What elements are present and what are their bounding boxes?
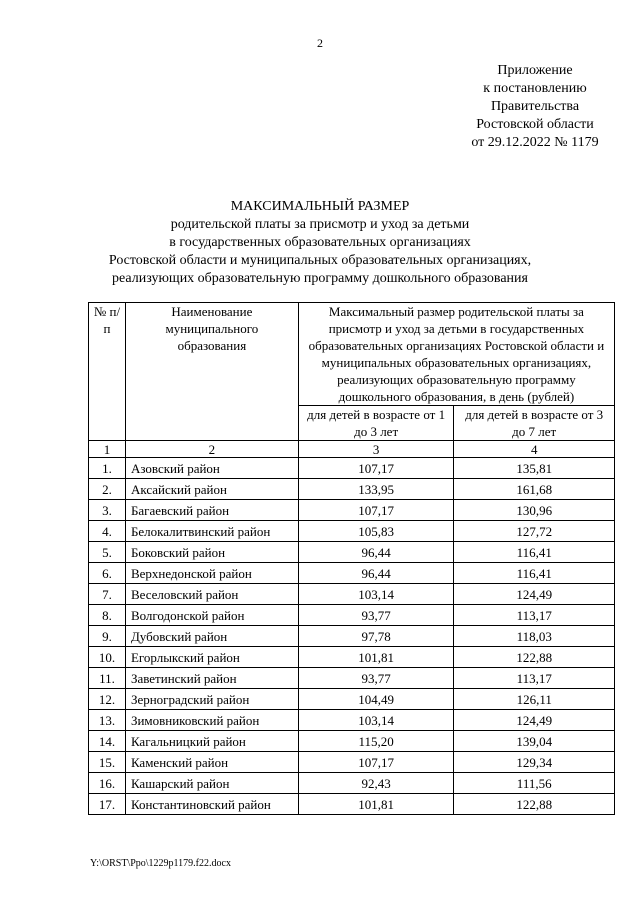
- table-row: [89, 626, 615, 647]
- row-fee-1-3: 115,20: [298, 731, 454, 752]
- row-fee-3-7: 124,49: [454, 710, 615, 731]
- row-fee-1-3: 92,43: [298, 773, 454, 794]
- row-district: Зерноградский район: [125, 689, 298, 710]
- appendix-block: [440, 62, 630, 152]
- page-number: 2: [317, 36, 323, 50]
- table-numbering-row: [89, 441, 615, 458]
- row-fee-1-3: 101,81: [298, 647, 454, 668]
- row-fee-1-3: 107,17: [298, 500, 454, 521]
- file-path-footer: Y:\ORST\Ppo\1229p1179.f22.docx: [90, 858, 231, 869]
- table-header-row: [89, 303, 615, 406]
- appendix-line: Приложение: [497, 63, 573, 78]
- row-number: 16.: [89, 773, 126, 794]
- row-district: Каменский район: [125, 752, 298, 773]
- row-fee-1-3: 104,49: [298, 689, 454, 710]
- row-fee-1-3: 96,44: [298, 563, 454, 584]
- numbering-cell: 1: [89, 441, 126, 458]
- row-fee-3-7: 122,88: [454, 647, 615, 668]
- row-number: 13.: [89, 710, 126, 731]
- row-fee-1-3: 103,14: [298, 584, 454, 605]
- appendix-line: к постановлению: [483, 81, 587, 96]
- header-name: Наименование муниципального образования: [125, 303, 298, 441]
- table-row: [89, 584, 615, 605]
- numbering-cell: 4: [454, 441, 615, 458]
- row-district: Егорлыкский район: [125, 647, 298, 668]
- document-title: [0, 198, 640, 288]
- row-district: Аксайский район: [125, 479, 298, 500]
- appendix-line: Правительства: [490, 99, 580, 114]
- row-district: Белокалитвинский район: [125, 521, 298, 542]
- row-fee-1-3: 96,44: [298, 542, 454, 563]
- row-number: 14.: [89, 731, 126, 752]
- numbering-cell: 3: [298, 441, 454, 458]
- row-fee-3-7: 130,96: [454, 500, 615, 521]
- row-fee-3-7: 129,34: [454, 752, 615, 773]
- row-fee-3-7: 135,81: [454, 458, 615, 479]
- row-district: Дубовский район: [125, 626, 298, 647]
- row-fee-3-7: 161,68: [454, 479, 615, 500]
- table-row: [89, 794, 615, 815]
- row-fee-3-7: 111,56: [454, 773, 615, 794]
- row-fee-1-3: 105,83: [298, 521, 454, 542]
- table-row: [89, 668, 615, 689]
- row-fee-3-7: 116,41: [454, 542, 615, 563]
- row-fee-3-7: 127,72: [454, 521, 615, 542]
- row-district: Кагальницкий район: [125, 731, 298, 752]
- header-age-1-3: для детей в возрасте от 1 до 3 лет: [298, 406, 454, 441]
- title-line: родительской платы за присмотр и уход за детьми: [170, 217, 470, 232]
- row-district: Зимовниковский район: [125, 710, 298, 731]
- row-district: Заветинский район: [125, 668, 298, 689]
- row-district: Веселовский район: [125, 584, 298, 605]
- table-row: [89, 605, 615, 626]
- row-fee-1-3: 103,14: [298, 710, 454, 731]
- row-fee-1-3: 133,95: [298, 479, 454, 500]
- row-fee-3-7: 139,04: [454, 731, 615, 752]
- table-row: [89, 479, 615, 500]
- row-fee-3-7: 113,17: [454, 668, 615, 689]
- row-number: 9.: [89, 626, 126, 647]
- table-row: [89, 458, 615, 479]
- table-row: [89, 731, 615, 752]
- row-number: 8.: [89, 605, 126, 626]
- row-number: 7.: [89, 584, 126, 605]
- row-district: Багаевский район: [125, 500, 298, 521]
- table-row: [89, 752, 615, 773]
- row-number: 3.: [89, 500, 126, 521]
- header-number: № п/п: [89, 303, 126, 441]
- row-fee-1-3: 101,81: [298, 794, 454, 815]
- row-district: Боковский район: [125, 542, 298, 563]
- row-number: 1.: [89, 458, 126, 479]
- row-district: Верхнедонской район: [125, 563, 298, 584]
- appendix-line: Ростовской области: [476, 117, 594, 132]
- row-number: 5.: [89, 542, 126, 563]
- row-number: 15.: [89, 752, 126, 773]
- row-district: Волгодонской район: [125, 605, 298, 626]
- table-row: [89, 689, 615, 710]
- table-row: [89, 647, 615, 668]
- row-fee-3-7: 124,49: [454, 584, 615, 605]
- row-number: 12.: [89, 689, 126, 710]
- row-number: 2.: [89, 479, 126, 500]
- row-fee-1-3: 97,78: [298, 626, 454, 647]
- title-line: реализующих образовательную программу дошкольного образования: [112, 271, 528, 286]
- table-row: [89, 500, 615, 521]
- title-heading: МАКСИМАЛЬНЫЙ РАЗМЕР: [230, 199, 410, 214]
- row-fee-3-7: 118,03: [454, 626, 615, 647]
- row-fee-1-3: 93,77: [298, 605, 454, 626]
- row-district: Азовский район: [125, 458, 298, 479]
- row-number: 6.: [89, 563, 126, 584]
- table-row: [89, 710, 615, 731]
- header-max-fee: Максимальный размер родительской платы за присмотр и уход за детьми в государственных образовательных организациях Ростовской области и муниципальных образовательных организациях, реализующих образовательную программу дошкольного образования, в день (рублей): [298, 303, 614, 406]
- numbering-cell: 2: [125, 441, 298, 458]
- title-line: Ростовской области и муниципальных образовательных организациях,: [108, 253, 532, 268]
- header-age-3-7: для детей в возрасте от 3 до 7 лет: [454, 406, 615, 441]
- row-fee-1-3: 107,17: [298, 752, 454, 773]
- row-number: 10.: [89, 647, 126, 668]
- fee-table: [88, 302, 615, 815]
- table-row: [89, 773, 615, 794]
- title-line: в государственных образовательных организациях: [169, 235, 471, 250]
- row-fee-3-7: 126,11: [454, 689, 615, 710]
- row-number: 17.: [89, 794, 126, 815]
- row-fee-1-3: 107,17: [298, 458, 454, 479]
- table-row: [89, 521, 615, 542]
- table-row: [89, 563, 615, 584]
- row-fee-3-7: 113,17: [454, 605, 615, 626]
- row-number: 4.: [89, 521, 126, 542]
- row-number: 11.: [89, 668, 126, 689]
- row-fee-3-7: 116,41: [454, 563, 615, 584]
- row-district: Константиновский район: [125, 794, 298, 815]
- table-row: [89, 542, 615, 563]
- row-district: Кашарский район: [125, 773, 298, 794]
- appendix-line: от 29.12.2022 № 1179: [471, 135, 599, 150]
- row-fee-1-3: 93,77: [298, 668, 454, 689]
- row-fee-3-7: 122,88: [454, 794, 615, 815]
